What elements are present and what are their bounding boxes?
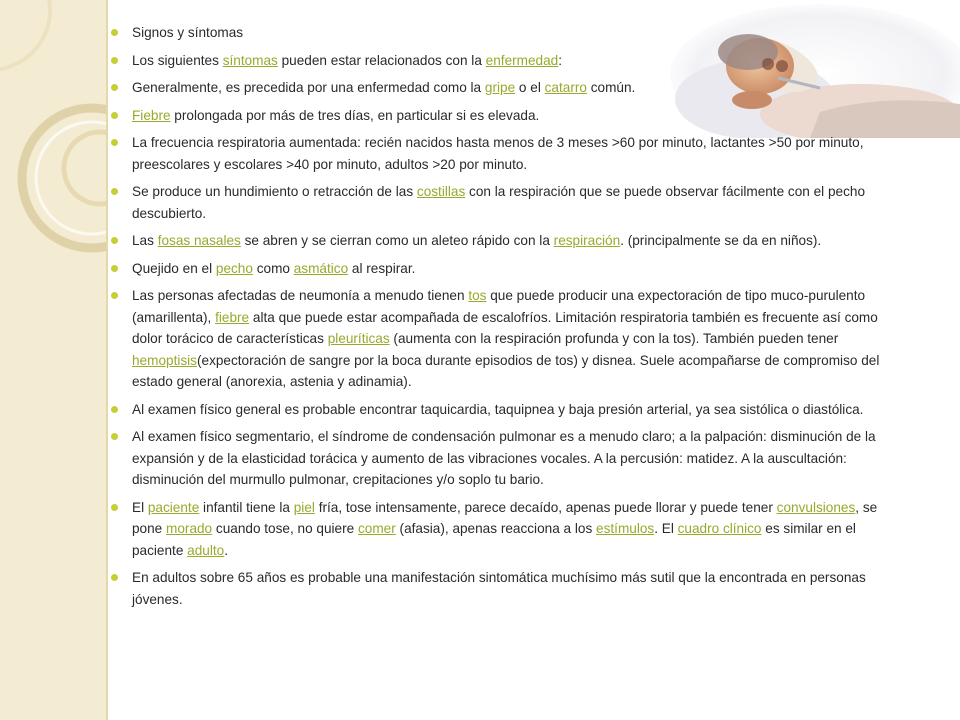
list-item — [130, 230, 890, 252]
text-segment: cuando tose, no quiere — [212, 521, 358, 536]
text-link[interactable]: piel — [293, 499, 315, 515]
list-item — [130, 399, 890, 421]
decorative-rings-icon — [0, 0, 106, 720]
text-link[interactable]: respiración — [553, 233, 621, 248]
list-item — [130, 50, 890, 72]
text-link[interactable]: catarro — [544, 80, 587, 95]
text-segment: como — [252, 260, 294, 276]
text-segment: . (principalmente se da en niños). — [620, 233, 822, 248]
text-link[interactable]: convulsiones — [776, 499, 856, 515]
text-segment: prolongada por más de tres días, en particular si es elevada. — [170, 107, 540, 123]
text-segment: pueden estar relacionados con la — [277, 52, 486, 68]
text-segment: Al examen físico general es probable encontrar taquicardia, taquipnea y baja presión arterial, ya sea sistólica o diastólica. — [132, 401, 864, 417]
text-segment: fría, tose intensamente, parece decaído, apenas puede llorar y puede tener — [314, 499, 777, 515]
text-link[interactable]: gripe — [484, 80, 516, 95]
text-segment: (expectoración de sangre por la boca durante episodios de tos) y disnea. Suele acompañarse de compromiso del estado general (anorexia, astenia y adinamia). — [132, 352, 880, 389]
text-link[interactable]: paciente — [147, 499, 200, 515]
text-segment: es similar en el paciente — [132, 521, 856, 558]
list-item — [130, 426, 890, 491]
text-link[interactable]: costillas — [416, 184, 466, 199]
text-segment: Las personas afectadas de neumonía a menudo tienen — [132, 288, 469, 303]
text-segment: Quejido en el — [132, 260, 216, 276]
list-item — [130, 181, 890, 224]
text-link[interactable]: asmático — [293, 260, 349, 276]
text-segment: , se pone — [132, 499, 878, 536]
text-segment: Se produce un hundimiento o retracción de las — [132, 184, 417, 199]
text-link[interactable]: fiebre — [215, 309, 250, 325]
list-item — [130, 285, 890, 393]
decorative-left-band — [0, 0, 108, 720]
text-segment: que puede producir una expectoración de tipo muco-purulento (amarillenta), — [132, 288, 866, 325]
list-item — [130, 497, 890, 562]
text-segment: Generalmente, es precedida por una enfermedad como la — [132, 80, 485, 95]
text-segment: Los siguientes — [132, 52, 223, 68]
text-segment: común. — [586, 80, 636, 95]
text-segment: infantil tiene la — [199, 499, 294, 515]
text-link[interactable]: hemoptisis — [132, 352, 197, 368]
list-item — [130, 132, 890, 175]
text-segment: En adultos sobre 65 años es probable una manifestación sintomática muchísimo más sutil que la encontrada en personas jóvenes. — [132, 570, 866, 607]
text-segment: La frecuencia respiratoria aumentada: recién nacidos hasta menos de 3 meses >60 por minuto, lactantes >50 por minuto, preescolares y escolares >40 por minuto, adultos >20 por minuto. — [132, 135, 864, 172]
text-link[interactable]: cuadro clínico — [677, 521, 762, 536]
list-item — [130, 77, 890, 99]
text-link[interactable]: morado — [166, 521, 213, 536]
text-segment: o el — [515, 80, 545, 95]
text-segment: Al examen físico segmentario, el síndrome de condensación pulmonar es a menudo claro; a la palpación: disminución de la expansión y de la elasticidad torácica y aumento de las vibraciones vocales. A la percusión: matidez. A la auscultación: disminución del murmullo pulmonar, crepitaciones y/o soplo tu bario. — [132, 429, 876, 487]
text-segment: Las — [132, 233, 158, 248]
text-segment: se abren y se cierran como un aleteo rápido con la — [240, 233, 554, 248]
text-segment: El — [132, 499, 148, 515]
text-segment: (aumenta con la respiración profunda y con la tos). También pueden tener — [389, 331, 839, 346]
text-segment: (afasia), apenas reacciona a los — [395, 521, 597, 536]
text-link[interactable]: pleuríticas — [327, 331, 390, 346]
text-link[interactable]: estímulos — [596, 521, 655, 536]
text-link[interactable]: fosas nasales — [157, 233, 241, 248]
text-segment: Signos y síntomas — [132, 25, 244, 40]
text-segment: al respirar. — [348, 260, 416, 276]
text-segment: alta que puede estar acompañada de escalofríos. Limitación respiratoria también es frecuente así como dolor torácico de características — [132, 309, 878, 346]
text-link[interactable]: comer — [358, 521, 396, 536]
text-link[interactable]: adulto — [187, 542, 225, 558]
text-segment: con la respiración que se puede observar fácilmente con el pecho descubierto. — [132, 184, 866, 221]
text-segment: . — [224, 542, 228, 558]
text-link[interactable]: pecho — [215, 260, 253, 276]
list-item — [130, 258, 890, 280]
text-link[interactable]: síntomas — [222, 52, 278, 68]
list-item — [130, 105, 890, 127]
text-link[interactable]: tos — [468, 288, 487, 303]
text-link[interactable]: Fiebre — [132, 107, 171, 123]
text-segment: . El — [654, 521, 678, 536]
list-item — [130, 22, 890, 44]
list-item — [130, 567, 890, 610]
text-link[interactable]: enfermedad — [485, 52, 559, 68]
bullet-list — [106, 22, 890, 616]
text-segment: : — [558, 52, 563, 68]
